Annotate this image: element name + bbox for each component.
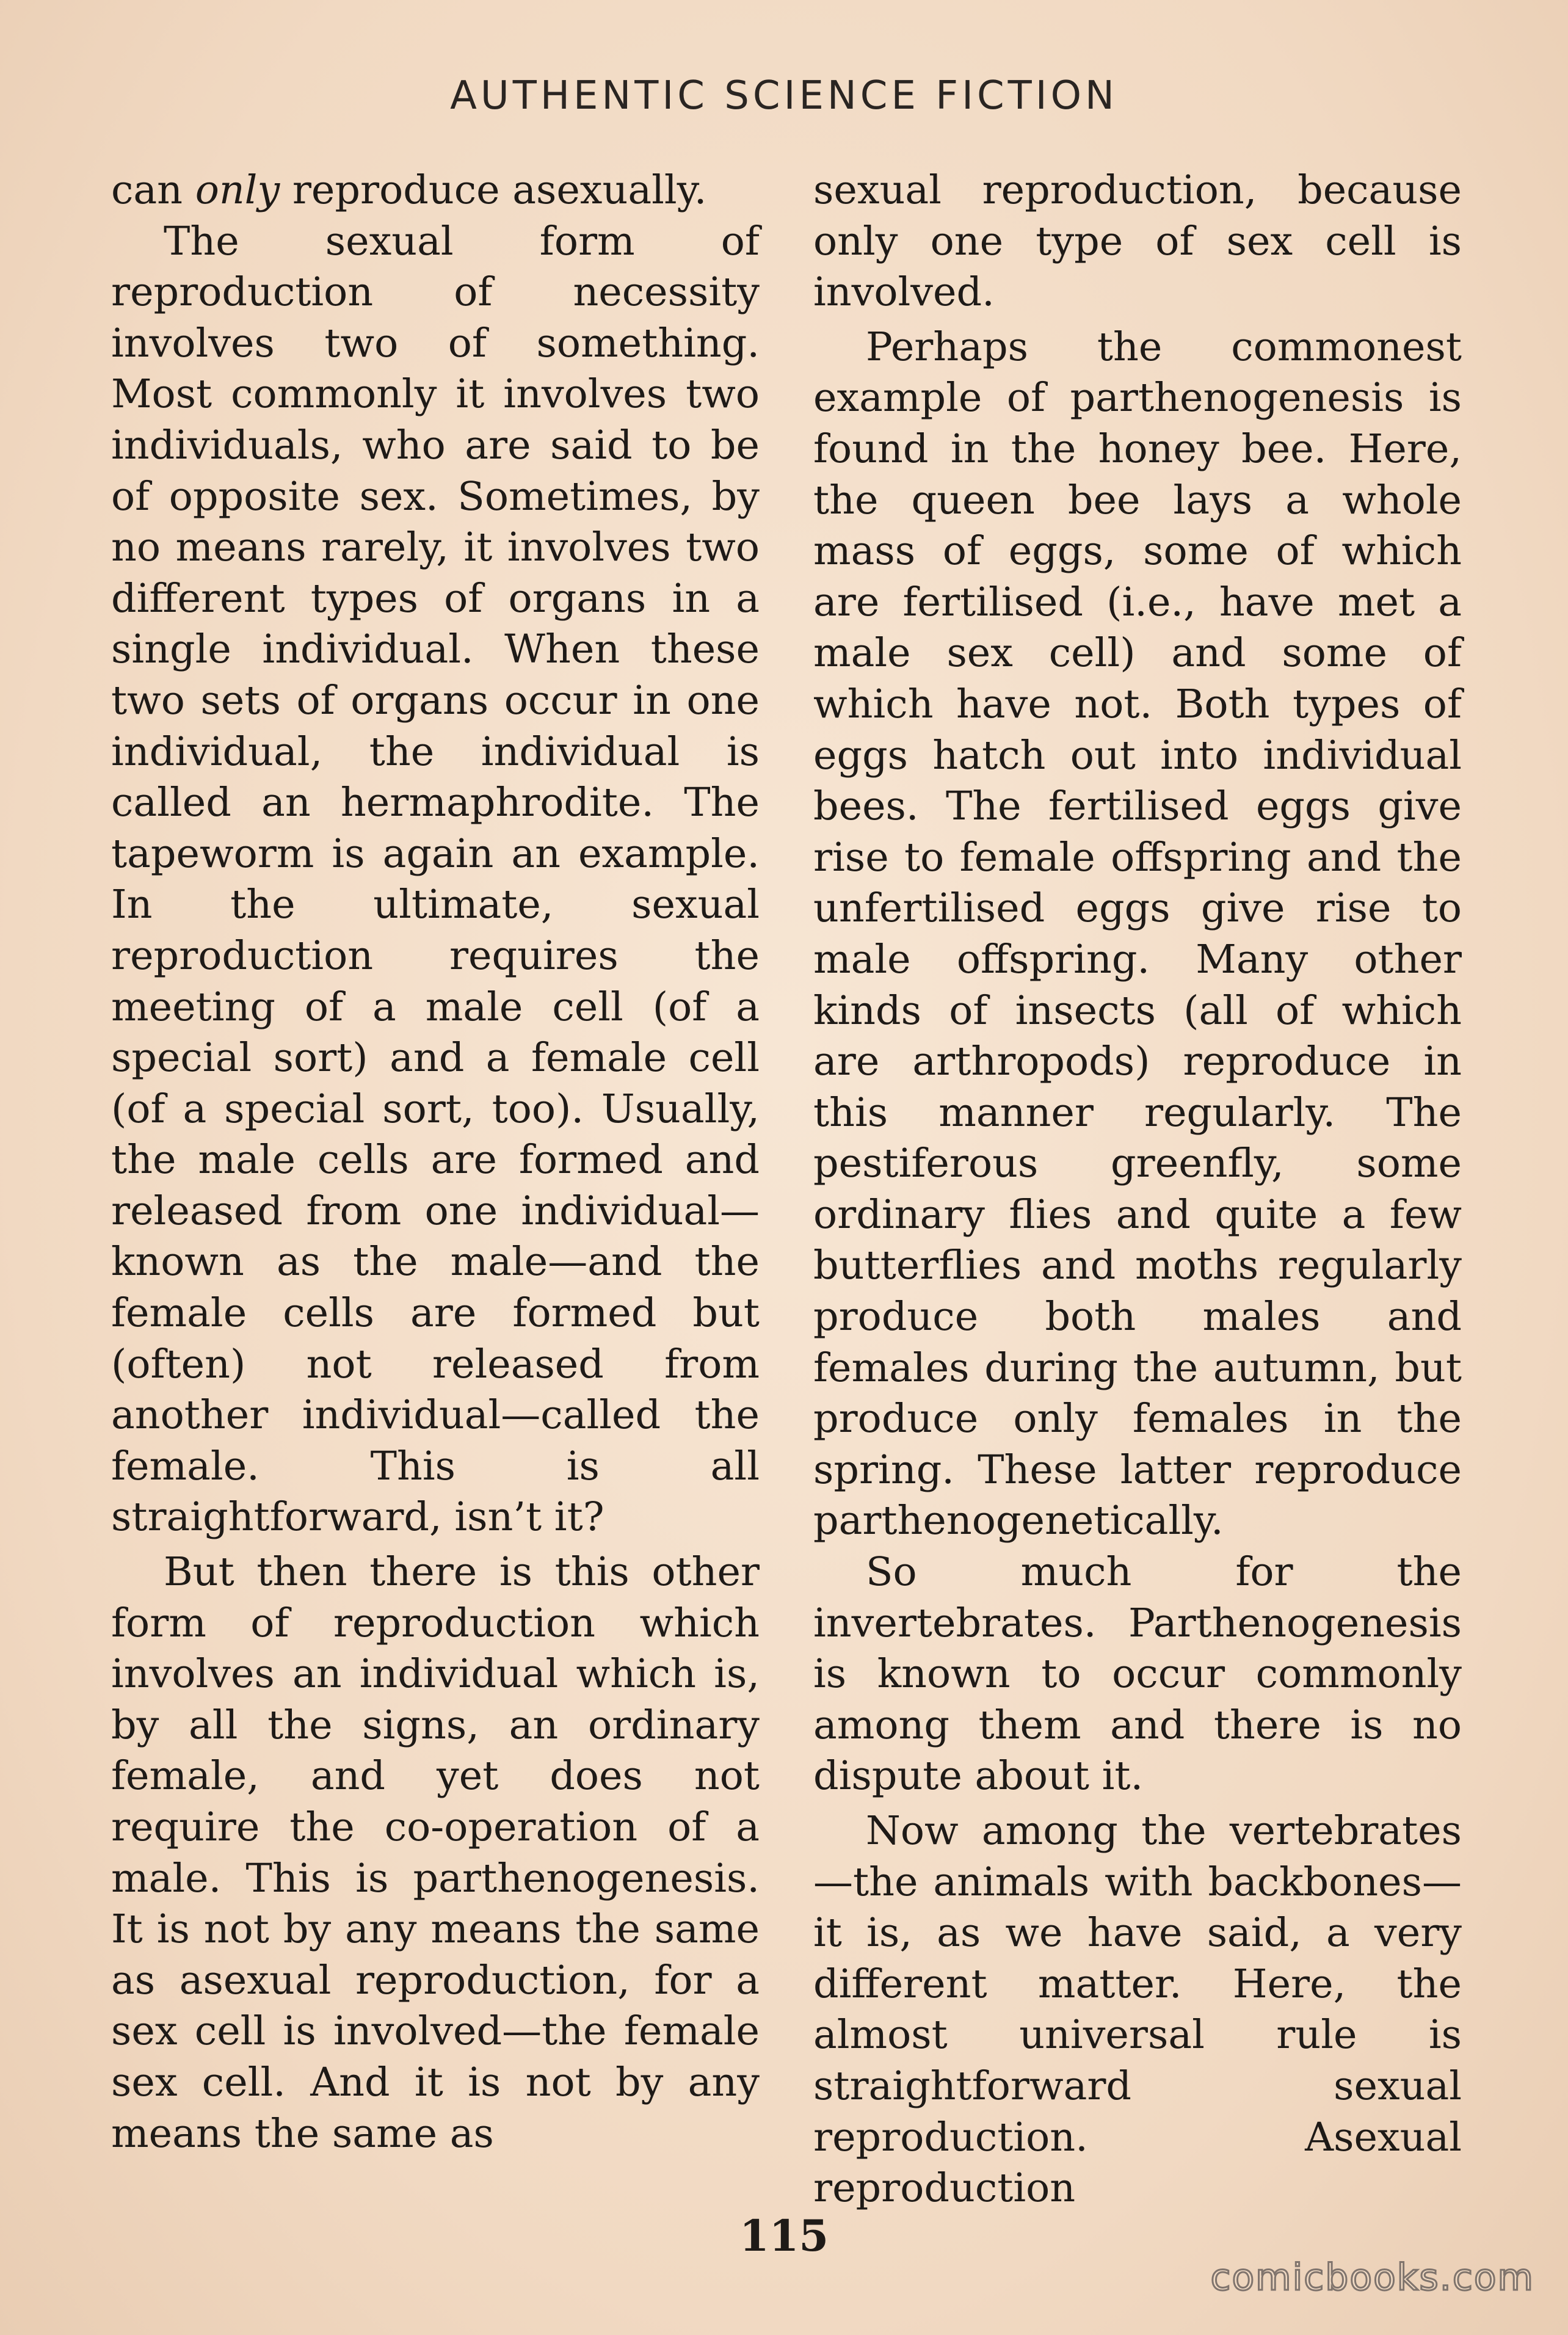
left-column (111, 165, 760, 2159)
paragraph: So much for the invertebrates. Parthenogenesis is known to occur commonly among them and there is no dispute about it. (813, 1549, 1462, 1799)
watermark: comicbooks.com (1210, 2256, 1534, 2299)
paragraph (111, 165, 760, 216)
paragraph: Perhaps the commonest example of parthenogenesis is found in the honey bee. Here, the queen bee lays a whole mass of eggs, some of which are fertilised (i.e., have met a male sex cell) and some of which have not. Both types of eggs hatch out into individual bees. The fertilised eggs give rise to female offspring and the unfertilised eggs give rise to male offspring. Many other kinds of insects (all of which are arthropods) reproduce in this manner regularly. The pestiferous greenfly, some ordinary flies and quite a few butterflies and moths regularly produce both males and females during the autumn, but produce only females in the spring. These latter reproduce parthenogenetically. (813, 324, 1462, 1544)
paragraph: The sexual form of reproduction of necessity involves two of something. Most commonly it involves two individuals, who are said to be of opposite sex. Sometimes, by no means rarely, it involves two different types of organs in a single individual. When these two sets of organs occur in one individual, the individual is called an hermaphrodite. The tapeworm is again an example. In the ultimate, sexual reproduction requires the meeting of a male cell (of a special sort) and a female cell (of a special sort, too). Usually, the male cells are formed and released from one individual—known as the male—and the female cells are formed but (often) not released from another individual—called the female. This is all straightforward, isn’t it? (111, 218, 760, 1541)
paragraph: sexual reproduction, because only one type of sex cell is involved. (813, 167, 1462, 316)
text-run: can (111, 167, 195, 213)
paragraph: Now among the vertebrates—the animals with backbones—it is, as we have said, a very different matter. Here, the almost universal rule is straightforward sexual reproduction. Asexual reproduction (813, 1808, 1462, 2212)
page-number: 115 (739, 2210, 829, 2261)
emphasis-text: only (195, 167, 280, 213)
running-head: AUTHENTIC SCIENCE FICTION (450, 73, 1118, 118)
right-column (813, 165, 1462, 2214)
paragraph: But then there is this other form of reproduction which involves an individual which is, by all the signs, an ordinary female, and yet does not require the co-operation of a male. This is parthenogenesis. It is not by any means the same as asexual reproduction, for a sex cell is involved—the female sex cell. And it is not by any means the same as (111, 1549, 760, 2157)
text-run: reproduce asexually. (280, 167, 707, 213)
